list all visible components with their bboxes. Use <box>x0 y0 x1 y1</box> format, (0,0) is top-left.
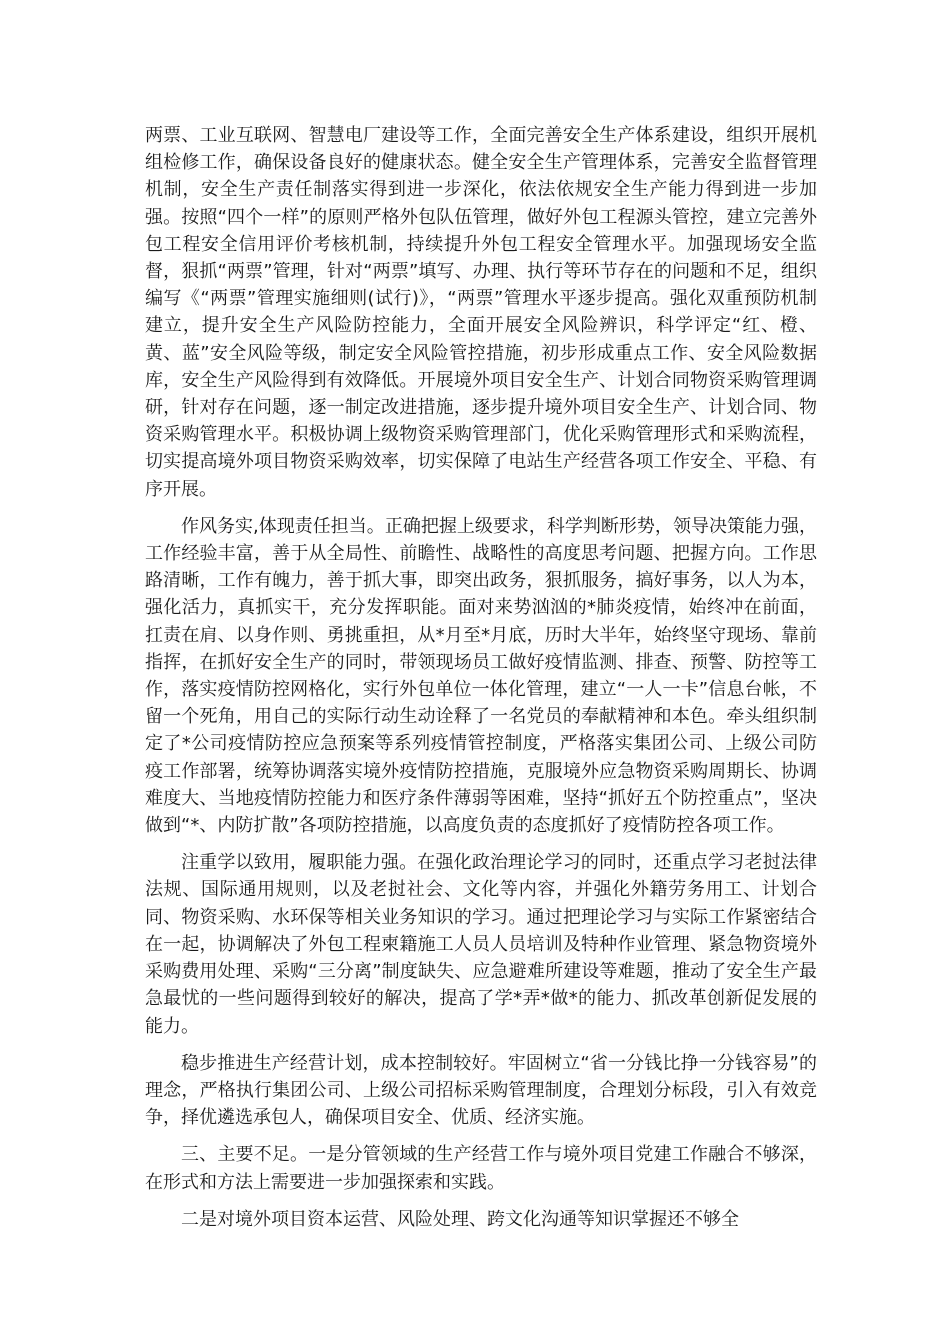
paragraph-safety-production: 两票、工业互联网、智慧电厂建设等工作，全面完善安全生产体系建设，组织开展机组检修工作，确保设备良好的健康状态。健全安全生产管理体系，完善安全监督管理机制，安全生产责任制落实得到进一步深化，依法依规安全生产能力得到进一步加强。按照“四个一样”的原则严格外包队伍管理，做好外包工程源头管控，建立完善外包工程安全信用评价考核机制，持续提升外包工程安全管理水平。加强现场安全监督，狠抓“两票”管理，针对“两票”填写、办理、执行等环节存在的问题和不足，组织编写《“两票”管理实施细则(试行)》，“两票”管理水平逐步提高。强化双重预防机制建立，提升安全生产风险防控能力，全面开展安全风险辨识，科学评定“红、橙、黄、蓝”安全风险等级，制定安全风险管控措施，初步形成重点工作、安全风险数据库，安全生产风险得到有效降低。开展境外项目安全生产、计划合同物资采购管理调研，针对存在问题，逐一制定改进措施，逐步提升境外项目安全生产、计划合同、物资采购管理水平。积极协调上级物资采购管理部门，优化采购管理形式和采购流程，切实提高境外项目物资采购效率，切实保障了电站生产经营各项工作安全、平稳、有序开展。 <box>145 125 817 500</box>
paragraph-learning-ability: 注重学以致用，履职能力强。在强化政治理论学习的同时，还重点学习老挝法律法规、国际通用规则，以及老挝社会、文化等内容，并强化外籍劳务用工、计划合同、物资采购、水环保等相关业务知识的学习。通过把理论学习与实际工作紧密结合在一起，协调解决了外包工程柬籍施工人员人员培训及特种作业管理、紧急物资境外采购费用处理、采购“三分离”制度缺失、应急避难所建设等难题，推动了安全生产最急最忧的一些问题得到较好的解决，提高了学*弄*做*的能力、抓改革创新促发展的能力。 <box>145 852 817 1037</box>
paragraph-shortcomings-heading: 三、主要不足。一是分管领域的生产经营工作与境外项目党建工作融合不够深，在形式和方法上需要进一步加强探索和实践。 <box>145 1144 817 1193</box>
paragraph-shortcoming-two: 二是对境外项目资本运营、风险处理、跨文化沟通等知识掌握还不够全 <box>181 1208 739 1230</box>
paragraph-cost-control: 稳步推进生产经营计划，成本控制较好。牢固树立“省一分钱比挣一分钱容易”的理念，严格执行集团公司、上级公司招标采购管理制度，合理划分标段，引入有效竞争，择优遴选承包人，确保项目安全、优质、经济实施。 <box>145 1052 817 1129</box>
document-body <box>145 122 817 1233</box>
paragraph-work-style: 作风务实,体现责任担当。正确把握上级要求，科学判断形势，领导决策能力强，工作经验丰富，善于从全局性、前瞻性、战略性的高度思考问题、把握方向。工作思路清晰，工作有魄力，善于抓大事，即突出政务，狠抓服务，搞好事务，以人为本，强化活力，真抓实干，充分发挥职能。面对来势汹汹的*肺炎疫情，始终冲在前面，扛责在肩、以身作则、勇挑重担，从*月至*月底，历时大半年，始终坚守现场、靠前指挥，在抓好安全生产的同时，带领现场员工做好疫情监测、排查、预警、防控等工作，落实疫情防控网格化，实行外包单位一体化管理，建立“一人一卡”信息台帐，不留一个死角，用自己的实际行动生动诠释了一名党员的奉献精神和本色。牵头组织制定了*公司疫情防控应急预案等系列疫情管控制度，严格落实集团公司、上级公司防疫工作部署，统筹协调落实境外疫情防控措施，克服境外应急物资采购周期长、协调难度大、当地疫情防控能力和医疗条件薄弱等困难，坚持“抓好五个防控重点”，坚决做到“*、内防扩散”各项防控措施，以高度负责的态度抓好了疫情防控各项工作。 <box>145 515 817 837</box>
